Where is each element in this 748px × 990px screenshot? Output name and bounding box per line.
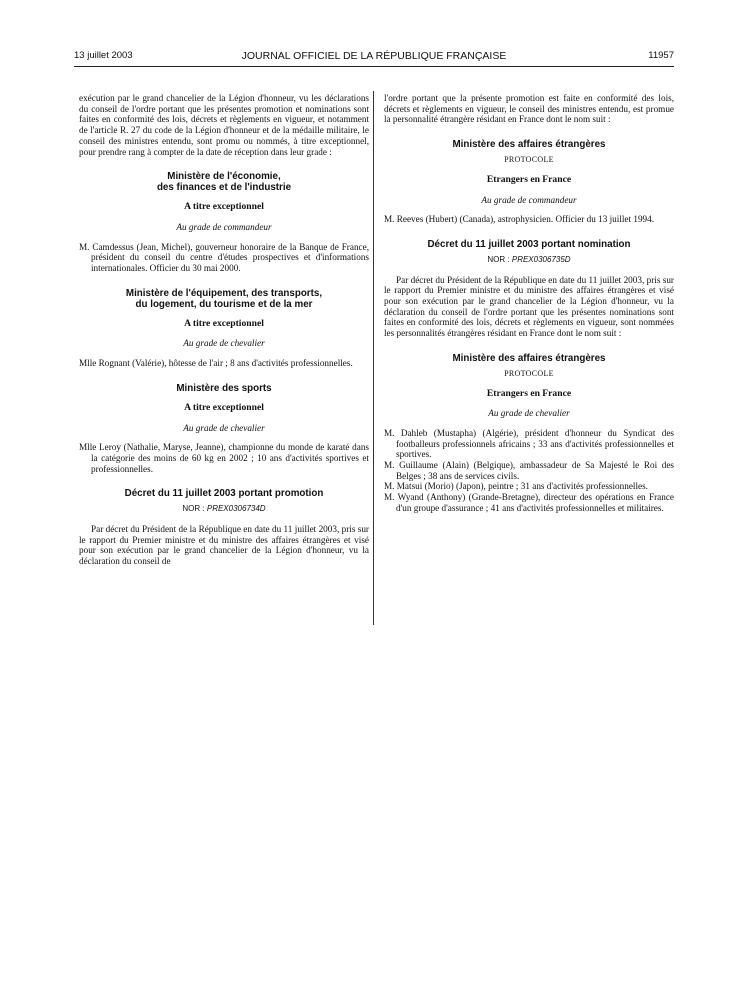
award-entry: M. Matsui (Morio) (Japon), peintre ; 31 ans d'activités professionnelles. — [384, 481, 648, 492]
grade-heading: Au grade de commandeur — [176, 221, 272, 232]
right-column — [384, 93, 674, 514]
header-date: 13 juillet 2003 — [74, 50, 133, 61]
section-heading-affaires-etrangeres: Ministère des affaires étrangères — [452, 139, 606, 151]
nor-code: PREX0306734D — [206, 504, 266, 514]
left-column — [79, 93, 369, 567]
section-heading-line: Ministère de l'économie, — [167, 171, 281, 183]
subheading: Etrangers en France — [486, 173, 572, 185]
header-journal-title: JOURNAL OFFICIEL DE LA RÉPUBLIQUE FRANÇAISE — [241, 50, 507, 62]
subheading: A titre exceptionnel — [184, 401, 264, 413]
section-heading-affaires-etrangeres: Ministère des affaires étrangères — [452, 352, 606, 364]
right-intro-paragraph: l'ordre portant que la présente promotion est faite en conformité des lois, décrets et règlements en vigueur, le conseil des ministres entendu, est promue la personnalité étrangère résidant en France dont le nom suit : — [384, 93, 674, 125]
decree-nor — [79, 504, 369, 515]
award-entry: M. Guillaume (Alain) (Belgique), ambassadeur de Sa Majesté le Roi des Belges ; 38 ans de services civils. — [384, 460, 674, 481]
section-heading-line: Ministère de l'équipement, des transports, — [125, 287, 323, 299]
left-intro-paragraph: exécution par le grand chancelier de la Légion d'honneur, vu les déclarations du conseil de l'ordre portant que les présentes promotion et nominations sont faites en conformité des lois, décrets et règlements en vigueur, et notamment de l'article R. 27 du code de la Légion d'honneur et de la médaille militaire, le conseil des ministres entendu, sont promu ou nommés, à titre exceptionnel, pour prendre rang à compter de la date de réception dans leur grade : — [79, 93, 369, 157]
subheading: Etrangers en France — [486, 387, 572, 399]
decree-paragraph: Par décret du Président de la République en date du 11 juillet 2003, pris sur le rapport du Premier ministre et du ministre des affaires étrangères et visé pour son exécution par le grand chancelier de la Légion d'honneur, vu la déclaration du conseil de l'ordre portant que les présentes nominations sont faites en conformité des lois, décrets et règlements en vigueur, sont nommées les personnalités étrangères résidant en France dont le nom suit : — [384, 274, 674, 339]
award-entry: Mlle Rognant (Valérie), hôtesse de l'air ; 8 ans d'activités professionnelles. — [79, 358, 353, 369]
nor-label: NOR : — [182, 504, 207, 514]
decree-paragraph: Par décret du Président de la République en date du 11 juillet 2003, pris sur le rapport du Premier ministre et du ministre des affaires étrangères et visé pour son exécution par le grand chancelier de la Légion d'honneur, vu la déclaration du conseil de — [79, 524, 369, 567]
section-heading-line: des finances et de l'industrie — [156, 182, 292, 194]
protocole-label: PROTOCOLE — [504, 368, 554, 378]
column-divider — [373, 91, 374, 625]
award-entry: M. Camdessus (Jean, Michel), gouverneur honoraire de la Banque de France, président du conseil du centre d'études prospectives et d'informations internationales. Officier du 30 mai 2000. — [79, 241, 369, 274]
grade-heading: Au grade de chevalier — [183, 422, 265, 433]
header-page-number: 11957 — [648, 50, 674, 61]
award-entry: M. Reeves (Hubert) (Canada), astrophysicien. Officier du 13 juillet 1994. — [384, 214, 655, 225]
decree-nor — [384, 255, 674, 266]
award-entry: M. Wyand (Anthony) (Grande-Bretagne), directeur des opérations en France d'un groupe d'assurance ; 41 ans d'activités professionnelles et militaires. — [384, 492, 674, 513]
protocole-label: PROTOCOLE — [504, 155, 554, 165]
nor-code: PREX0306735D — [511, 254, 571, 264]
subheading: A titre exceptionnel — [184, 317, 264, 329]
decree-title: Décret du 11 juillet 2003 portant nomination — [427, 238, 631, 250]
grade-heading: Au grade de chevalier — [488, 408, 570, 419]
section-heading-line: du logement, du tourisme et de la mer — [135, 298, 313, 310]
award-entry: M. Dahleb (Mustapha) (Algérie), président d'honneur du Syndicat des footballeurs professionnels africains ; 33 ans d'activités professionnelles et sportives. — [384, 427, 674, 460]
subheading: A titre exceptionnel — [184, 201, 264, 213]
section-heading-economie — [79, 171, 369, 193]
section-heading-sports: Ministère des sports — [176, 382, 272, 394]
header-rule — [74, 66, 674, 67]
page-header — [74, 50, 674, 64]
nor-label: NOR : — [487, 254, 512, 264]
decree-title: Décret du 11 juillet 2003 portant promotion — [124, 488, 324, 500]
section-heading-equipement — [79, 288, 369, 310]
award-entry: Mlle Leroy (Nathalie, Maryse, Jeanne), championne du monde de karaté dans la catégorie des moins de 60 kg en 2002 ; 10 ans d'activités sportives et professionnelles. — [79, 442, 369, 474]
grade-heading: Au grade de chevalier — [183, 338, 265, 349]
grade-heading: Au grade de commandeur — [481, 194, 577, 205]
